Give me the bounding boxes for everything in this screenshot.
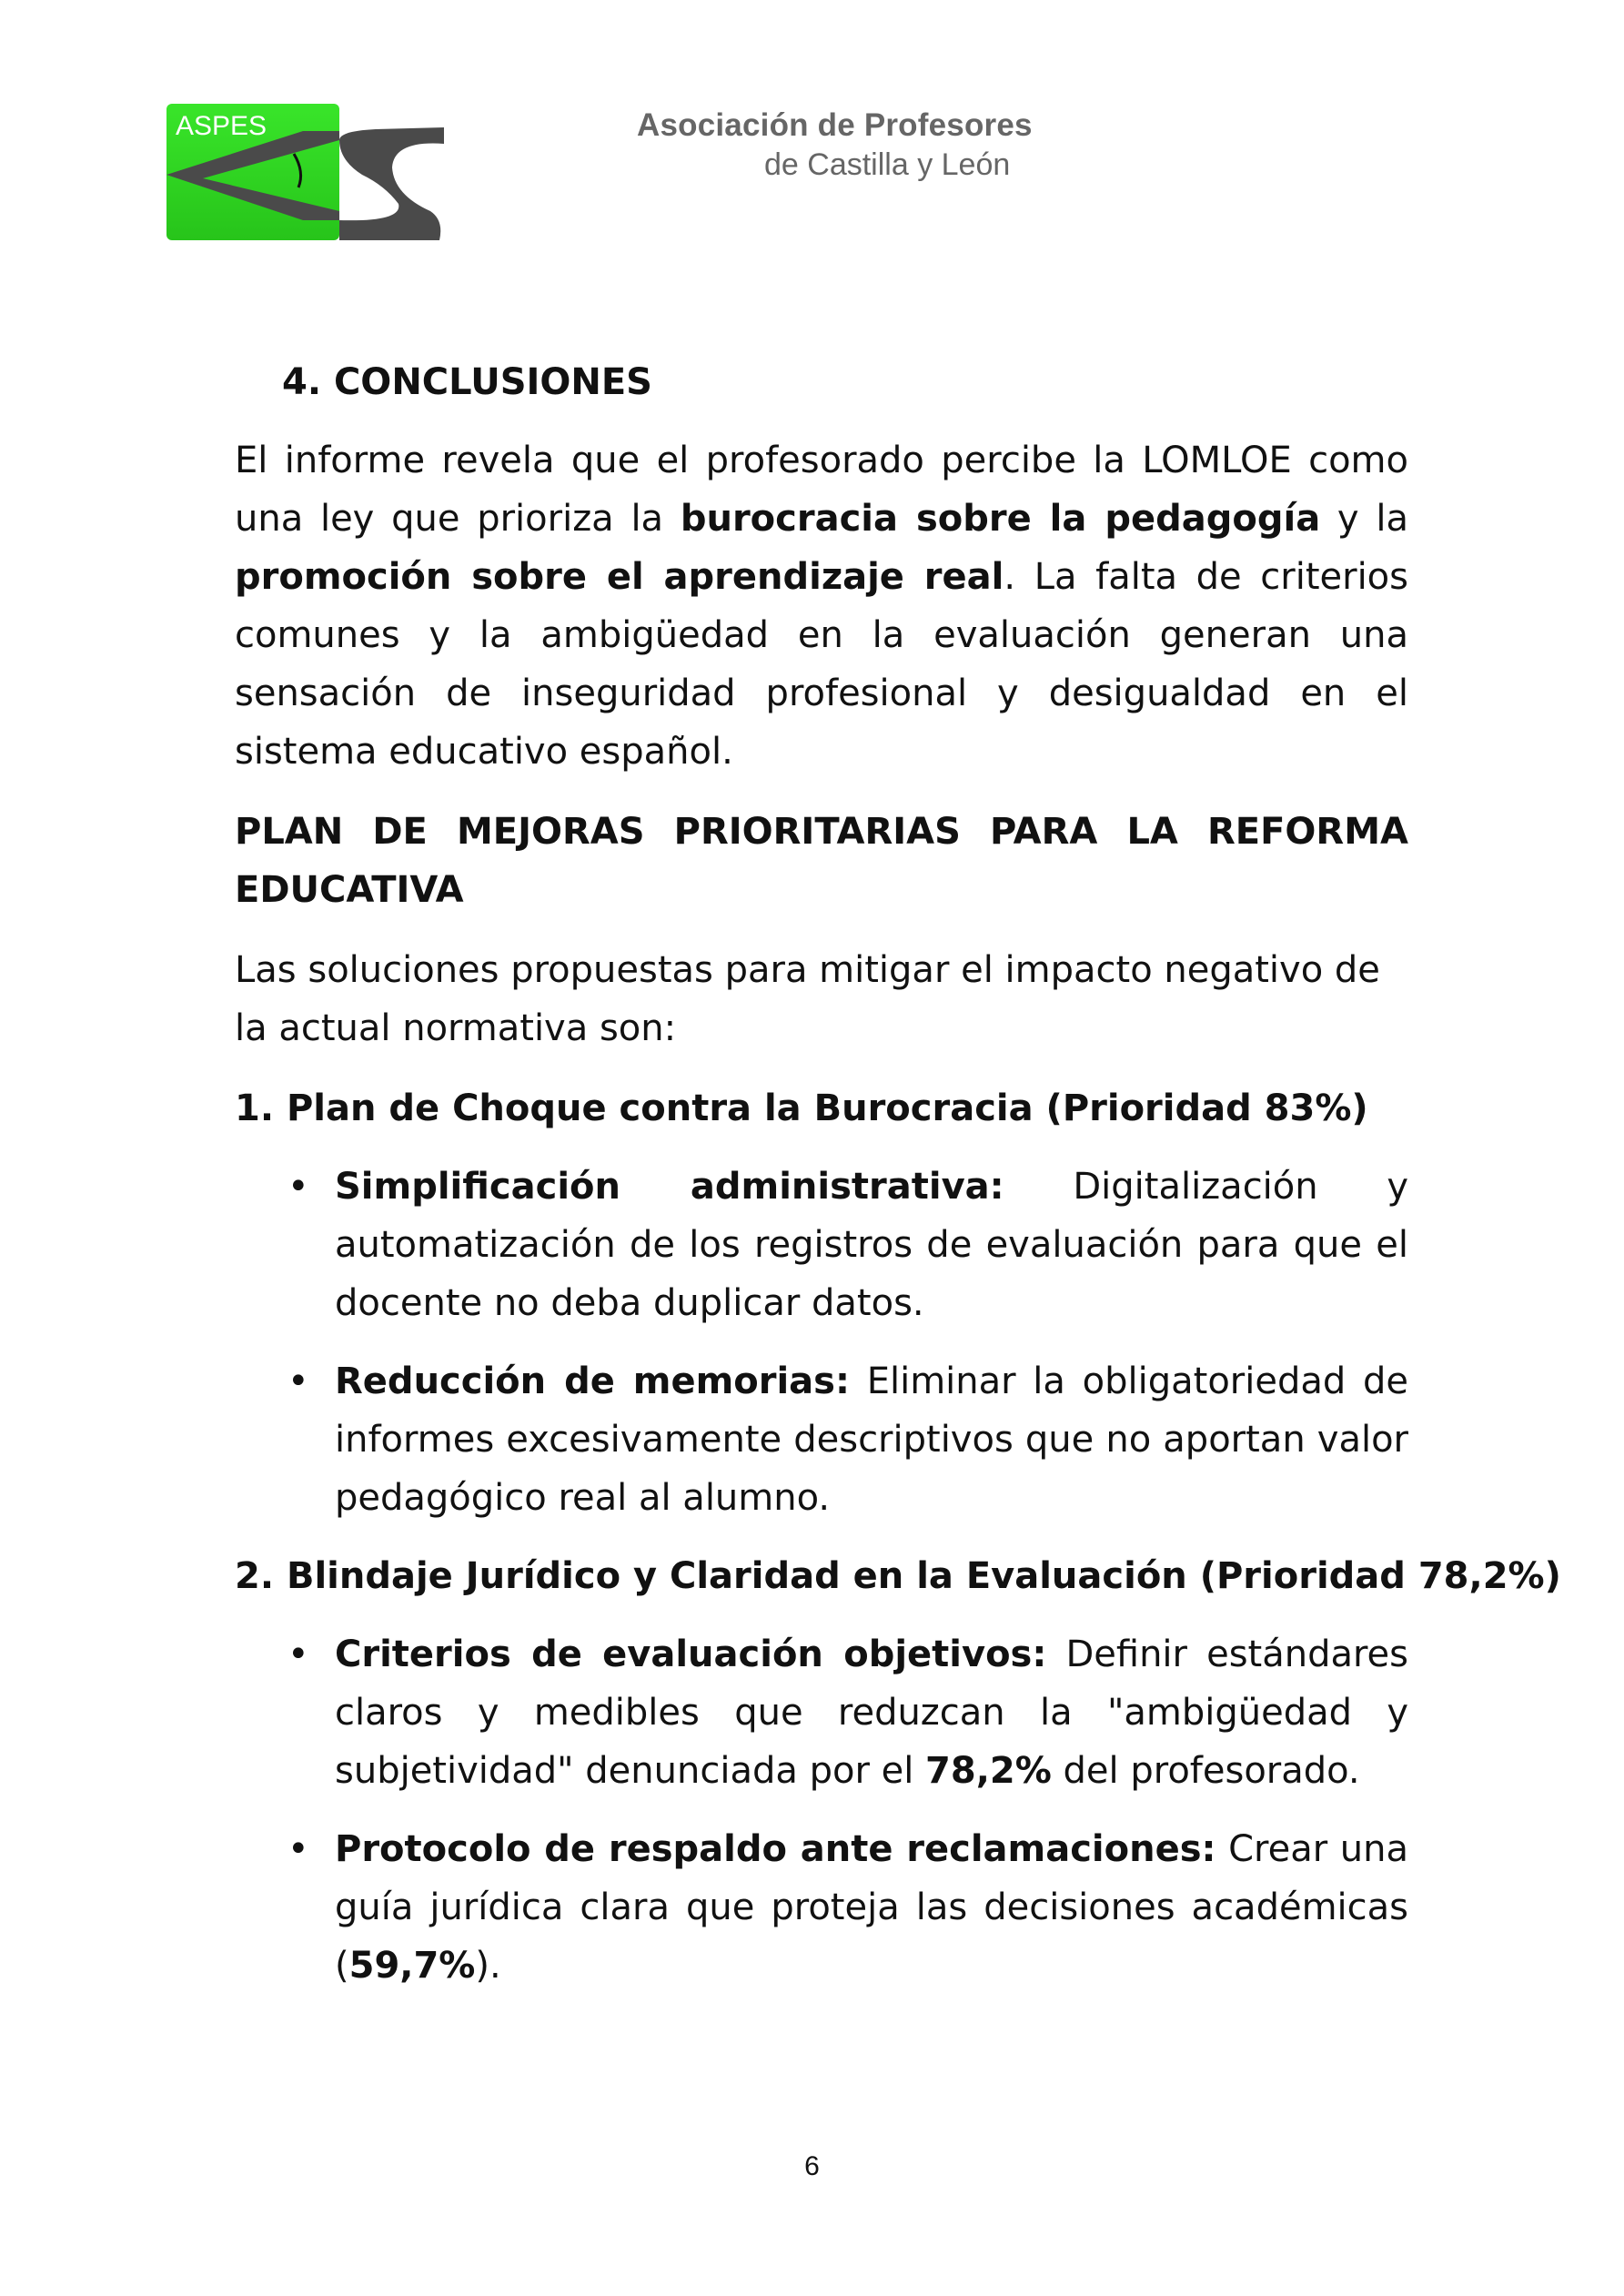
aspes-logo-icon — [166, 104, 444, 240]
list-item — [235, 1352, 1408, 1527]
list-item — [235, 1158, 1408, 1332]
bullet-icon: • — [287, 1166, 309, 1208]
intro-text-3: . La falta de criterios comunes y la ambigüedad en la evaluación generan una sensación de inseguridad profesional y desigualdad en el sistema educativo español. — [235, 556, 1408, 773]
list-item — [235, 1625, 1408, 1800]
bullet-label: Reducción de memorias: — [335, 1360, 850, 1402]
section-title: 4. CONCLUSIONES — [282, 361, 652, 403]
list-item — [235, 1820, 1408, 1995]
association-name — [637, 107, 1033, 183]
association-line2: de Castilla y León — [764, 147, 1011, 182]
document-body — [235, 353, 1561, 2015]
bullet-tail: ). — [475, 1945, 501, 1987]
intro-paragraph — [235, 431, 1408, 781]
bullet-text: Definir estándares claros y medibles que reduzcan la "ambigüedad y subjetividad" denunciada por el — [335, 1633, 1409, 1792]
logo-text: ASPES — [176, 111, 267, 141]
bullet-label: Protocolo de respaldo ante reclamaciones: — [335, 1828, 1216, 1870]
bullet-icon: • — [287, 1633, 309, 1675]
bullet-icon: • — [287, 1360, 309, 1402]
intro-bold-1: burocracia sobre la pedagogía — [680, 498, 1321, 540]
item2-title: 2. Blindaje Jurídico y Claridad en la Evaluación (Prioridad 78,2%) — [235, 1555, 1561, 1597]
item1-bullets — [235, 1158, 1408, 1527]
bullet-text: Digitalización y automatización de los registros de evaluación para que el docente no deba duplicar datos. — [335, 1166, 1408, 1324]
plan-heading: PLAN DE MEJORAS PRIORITARIAS PARA LA REFORMA EDUCATIVA — [235, 811, 1408, 911]
bullet-text: Eliminar la obligatoriedad de informes excesivamente descriptivos que no aportan valor pedagógico real al alumno. — [335, 1360, 1408, 1519]
bullet-label: Simplificación administrativa: — [335, 1166, 1004, 1208]
item2-bullets — [235, 1625, 1408, 1995]
aspes-logo — [166, 104, 444, 240]
association-line1: Asociación de Profesores — [637, 107, 1033, 143]
intro-text-1: El informe revela que el profesorado percibe la LOMLOE como una ley que prioriza la — [235, 440, 1408, 540]
bullet-bold: 78,2% — [925, 1750, 1052, 1792]
intro-text-2: y la — [1320, 498, 1408, 540]
page-number: 6 — [804, 2151, 820, 2181]
bullet-text: Crear una guía jurídica clara que proteja las decisiones académicas ( — [335, 1828, 1408, 1987]
item1-title: 1. Plan de Choque contra la Burocracia (Prioridad 83%) — [235, 1087, 1368, 1129]
bullet-bold: 59,7% — [348, 1945, 476, 1987]
bullet-label: Criterios de evaluación objetivos: — [335, 1633, 1047, 1675]
bullet-tail: del profesorado. — [1051, 1750, 1360, 1792]
bullet-icon: • — [287, 1828, 309, 1870]
intro-bold-2: promoción sobre el aprendizaje real — [235, 556, 1004, 598]
plan-intro: Las soluciones propuestas para mitigar el impacto negativo de la actual normativa son: — [235, 949, 1380, 1049]
